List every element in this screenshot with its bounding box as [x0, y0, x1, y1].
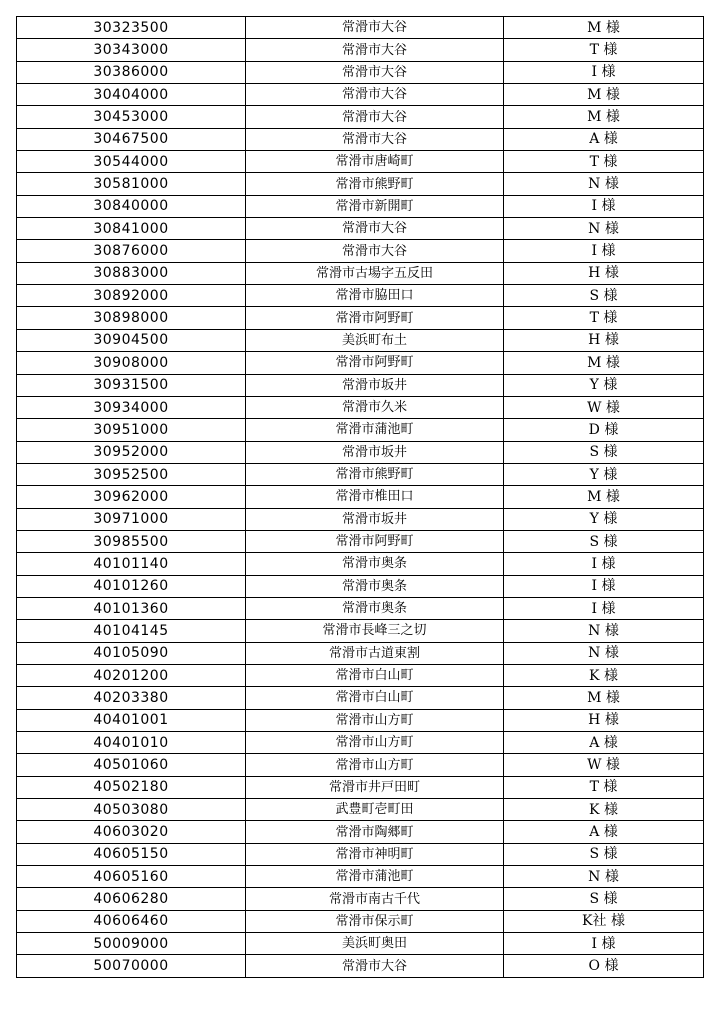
customer-name-cell: N 様 [504, 642, 704, 664]
table-row [17, 307, 704, 329]
customer-number-cell: 30952000 [17, 441, 246, 463]
customer-name-cell: A 様 [504, 821, 704, 843]
customer-name-cell: Y 様 [504, 374, 704, 396]
address-cell: 常滑市神明町 [246, 843, 504, 865]
table-row [17, 910, 704, 932]
customer-name-cell: I 様 [504, 240, 704, 262]
address-cell: 常滑市古道東割 [246, 642, 504, 664]
table-row [17, 396, 704, 418]
address-cell: 常滑市蒲池町 [246, 866, 504, 888]
customer-number-cell: 30883000 [17, 262, 246, 284]
customer-name-cell: W 様 [504, 754, 704, 776]
customer-number-cell: 30467500 [17, 128, 246, 150]
customer-number-cell: 30581000 [17, 173, 246, 195]
table-row [17, 732, 704, 754]
address-cell: 常滑市大谷 [246, 218, 504, 240]
customer-number-cell: 30404000 [17, 84, 246, 106]
address-cell: 常滑市南古千代 [246, 888, 504, 910]
customer-name-cell: M 様 [504, 352, 704, 374]
customer-name-cell: N 様 [504, 218, 704, 240]
customer-number-cell: 40501060 [17, 754, 246, 776]
customer-name-cell: H 様 [504, 329, 704, 351]
customer-number-cell: 30323500 [17, 17, 246, 39]
address-cell: 常滑市山方町 [246, 732, 504, 754]
customer-name-cell: I 様 [504, 575, 704, 597]
customer-number-cell: 40105090 [17, 642, 246, 664]
customer-name-cell: K 様 [504, 664, 704, 686]
address-cell: 常滑市井戸田町 [246, 776, 504, 798]
table-row [17, 799, 704, 821]
table-row [17, 128, 704, 150]
customer-number-cell: 30840000 [17, 195, 246, 217]
table-row [17, 642, 704, 664]
table-row [17, 597, 704, 619]
table-row [17, 620, 704, 642]
customer-number-cell: 30952500 [17, 463, 246, 485]
address-cell: 常滑市坂井 [246, 374, 504, 396]
customer-number-cell: 40101140 [17, 553, 246, 575]
customer-name-cell: I 様 [504, 597, 704, 619]
address-cell: 美浜町奥田 [246, 933, 504, 955]
customer-table [16, 16, 704, 978]
customer-name-cell: T 様 [504, 151, 704, 173]
address-cell: 常滑市大谷 [246, 955, 504, 977]
customer-name-cell: H 様 [504, 709, 704, 731]
address-cell: 常滑市奥条 [246, 597, 504, 619]
table-row [17, 39, 704, 61]
customer-name-cell: H 様 [504, 262, 704, 284]
address-cell: 美浜町布土 [246, 329, 504, 351]
address-cell: 常滑市大谷 [246, 84, 504, 106]
address-cell: 常滑市大谷 [246, 39, 504, 61]
address-cell: 常滑市熊野町 [246, 463, 504, 485]
address-cell: 常滑市阿野町 [246, 530, 504, 552]
customer-name-cell: T 様 [504, 39, 704, 61]
address-cell: 常滑市保示町 [246, 910, 504, 932]
customer-number-cell: 40101260 [17, 575, 246, 597]
customer-number-cell: 40203380 [17, 687, 246, 709]
address-cell: 常滑市大谷 [246, 128, 504, 150]
address-cell: 常滑市大谷 [246, 106, 504, 128]
table-row [17, 933, 704, 955]
customer-number-cell: 30971000 [17, 508, 246, 530]
address-cell: 常滑市大谷 [246, 240, 504, 262]
table-row [17, 84, 704, 106]
table-row [17, 463, 704, 485]
customer-number-cell: 40605160 [17, 866, 246, 888]
table-row [17, 352, 704, 374]
address-cell: 武豊町壱町田 [246, 799, 504, 821]
address-cell: 常滑市椎田口 [246, 486, 504, 508]
customer-number-cell: 30841000 [17, 218, 246, 240]
table-row [17, 486, 704, 508]
customer-name-cell: I 様 [504, 61, 704, 83]
address-cell: 常滑市山方町 [246, 709, 504, 731]
customer-number-cell: 40401010 [17, 732, 246, 754]
customer-number-cell: 30898000 [17, 307, 246, 329]
customer-number-cell: 30343000 [17, 39, 246, 61]
table-row [17, 151, 704, 173]
customer-number-cell: 30934000 [17, 396, 246, 418]
table-row [17, 218, 704, 240]
address-cell: 常滑市熊野町 [246, 173, 504, 195]
customer-name-cell: Y 様 [504, 463, 704, 485]
table-row [17, 843, 704, 865]
customer-name-cell: Y 様 [504, 508, 704, 530]
table-row [17, 240, 704, 262]
customer-name-cell: N 様 [504, 620, 704, 642]
address-cell: 常滑市大谷 [246, 17, 504, 39]
customer-number-cell: 50009000 [17, 933, 246, 955]
customer-number-cell: 30892000 [17, 285, 246, 307]
customer-number-cell: 50070000 [17, 955, 246, 977]
customer-name-cell: D 様 [504, 419, 704, 441]
customer-number-cell: 30985500 [17, 530, 246, 552]
table-row [17, 173, 704, 195]
customer-name-cell: S 様 [504, 441, 704, 463]
table-row [17, 106, 704, 128]
address-cell: 常滑市大谷 [246, 61, 504, 83]
table-row [17, 776, 704, 798]
table-row [17, 61, 704, 83]
customer-number-cell: 40401001 [17, 709, 246, 731]
address-cell: 常滑市古場字五反田 [246, 262, 504, 284]
address-cell: 常滑市阿野町 [246, 307, 504, 329]
customer-name-cell: M 様 [504, 106, 704, 128]
table-row [17, 508, 704, 530]
address-cell: 常滑市陶郷町 [246, 821, 504, 843]
table-row [17, 262, 704, 284]
customer-number-cell: 30876000 [17, 240, 246, 262]
customer-number-cell: 30951000 [17, 419, 246, 441]
customer-name-cell: S 様 [504, 843, 704, 865]
table-row [17, 687, 704, 709]
address-cell: 常滑市坂井 [246, 441, 504, 463]
customer-name-cell: W 様 [504, 396, 704, 418]
address-cell: 常滑市白山町 [246, 687, 504, 709]
customer-name-cell: M 様 [504, 84, 704, 106]
customer-name-cell: M 様 [504, 17, 704, 39]
address-cell: 常滑市奥条 [246, 553, 504, 575]
customer-number-cell: 30962000 [17, 486, 246, 508]
customer-name-cell: I 様 [504, 553, 704, 575]
customer-name-cell: N 様 [504, 866, 704, 888]
customer-number-cell: 40503080 [17, 799, 246, 821]
customer-name-cell: S 様 [504, 285, 704, 307]
table-row [17, 17, 704, 39]
table-row [17, 285, 704, 307]
customer-number-cell: 40606280 [17, 888, 246, 910]
table-row [17, 530, 704, 552]
address-cell: 常滑市長峰三之切 [246, 620, 504, 642]
customer-number-cell: 40201200 [17, 664, 246, 686]
customer-number-cell: 30453000 [17, 106, 246, 128]
address-cell: 常滑市奥条 [246, 575, 504, 597]
table-row [17, 419, 704, 441]
table-row [17, 195, 704, 217]
customer-name-cell: A 様 [504, 128, 704, 150]
table-row [17, 441, 704, 463]
customer-number-cell: 40101360 [17, 597, 246, 619]
table-row [17, 374, 704, 396]
customer-name-cell: S 様 [504, 888, 704, 910]
customer-name-cell: A 様 [504, 732, 704, 754]
customer-number-cell: 40606460 [17, 910, 246, 932]
customer-number-cell: 40605150 [17, 843, 246, 865]
customer-number-cell: 30931500 [17, 374, 246, 396]
table-row [17, 754, 704, 776]
customer-number-cell: 30908000 [17, 352, 246, 374]
address-cell: 常滑市山方町 [246, 754, 504, 776]
table-row [17, 866, 704, 888]
table-row [17, 709, 704, 731]
address-cell: 常滑市坂井 [246, 508, 504, 530]
table-row [17, 553, 704, 575]
address-cell: 常滑市脇田口 [246, 285, 504, 307]
customer-name-cell: M 様 [504, 687, 704, 709]
customer-name-cell: N 様 [504, 173, 704, 195]
customer-name-cell: T 様 [504, 307, 704, 329]
address-cell: 常滑市阿野町 [246, 352, 504, 374]
customer-number-cell: 30386000 [17, 61, 246, 83]
address-cell: 常滑市白山町 [246, 664, 504, 686]
customer-name-cell: K社 様 [504, 910, 704, 932]
customer-name-cell: T 様 [504, 776, 704, 798]
table-row [17, 888, 704, 910]
table-row [17, 575, 704, 597]
customer-name-cell: K 様 [504, 799, 704, 821]
address-cell: 常滑市蒲池町 [246, 419, 504, 441]
customer-number-cell: 40502180 [17, 776, 246, 798]
customer-name-cell: I 様 [504, 195, 704, 217]
table-row [17, 664, 704, 686]
customer-number-cell: 30544000 [17, 151, 246, 173]
customer-name-cell: O 様 [504, 955, 704, 977]
address-cell: 常滑市唐崎町 [246, 151, 504, 173]
customer-name-cell: M 様 [504, 486, 704, 508]
customer-table-body [17, 17, 704, 978]
table-row [17, 955, 704, 977]
table-row [17, 821, 704, 843]
customer-number-cell: 40603020 [17, 821, 246, 843]
address-cell: 常滑市新開町 [246, 195, 504, 217]
table-row [17, 329, 704, 351]
customer-name-cell: S 様 [504, 530, 704, 552]
customer-number-cell: 30904500 [17, 329, 246, 351]
customer-name-cell: I 様 [504, 933, 704, 955]
customer-number-cell: 40104145 [17, 620, 246, 642]
address-cell: 常滑市久米 [246, 396, 504, 418]
